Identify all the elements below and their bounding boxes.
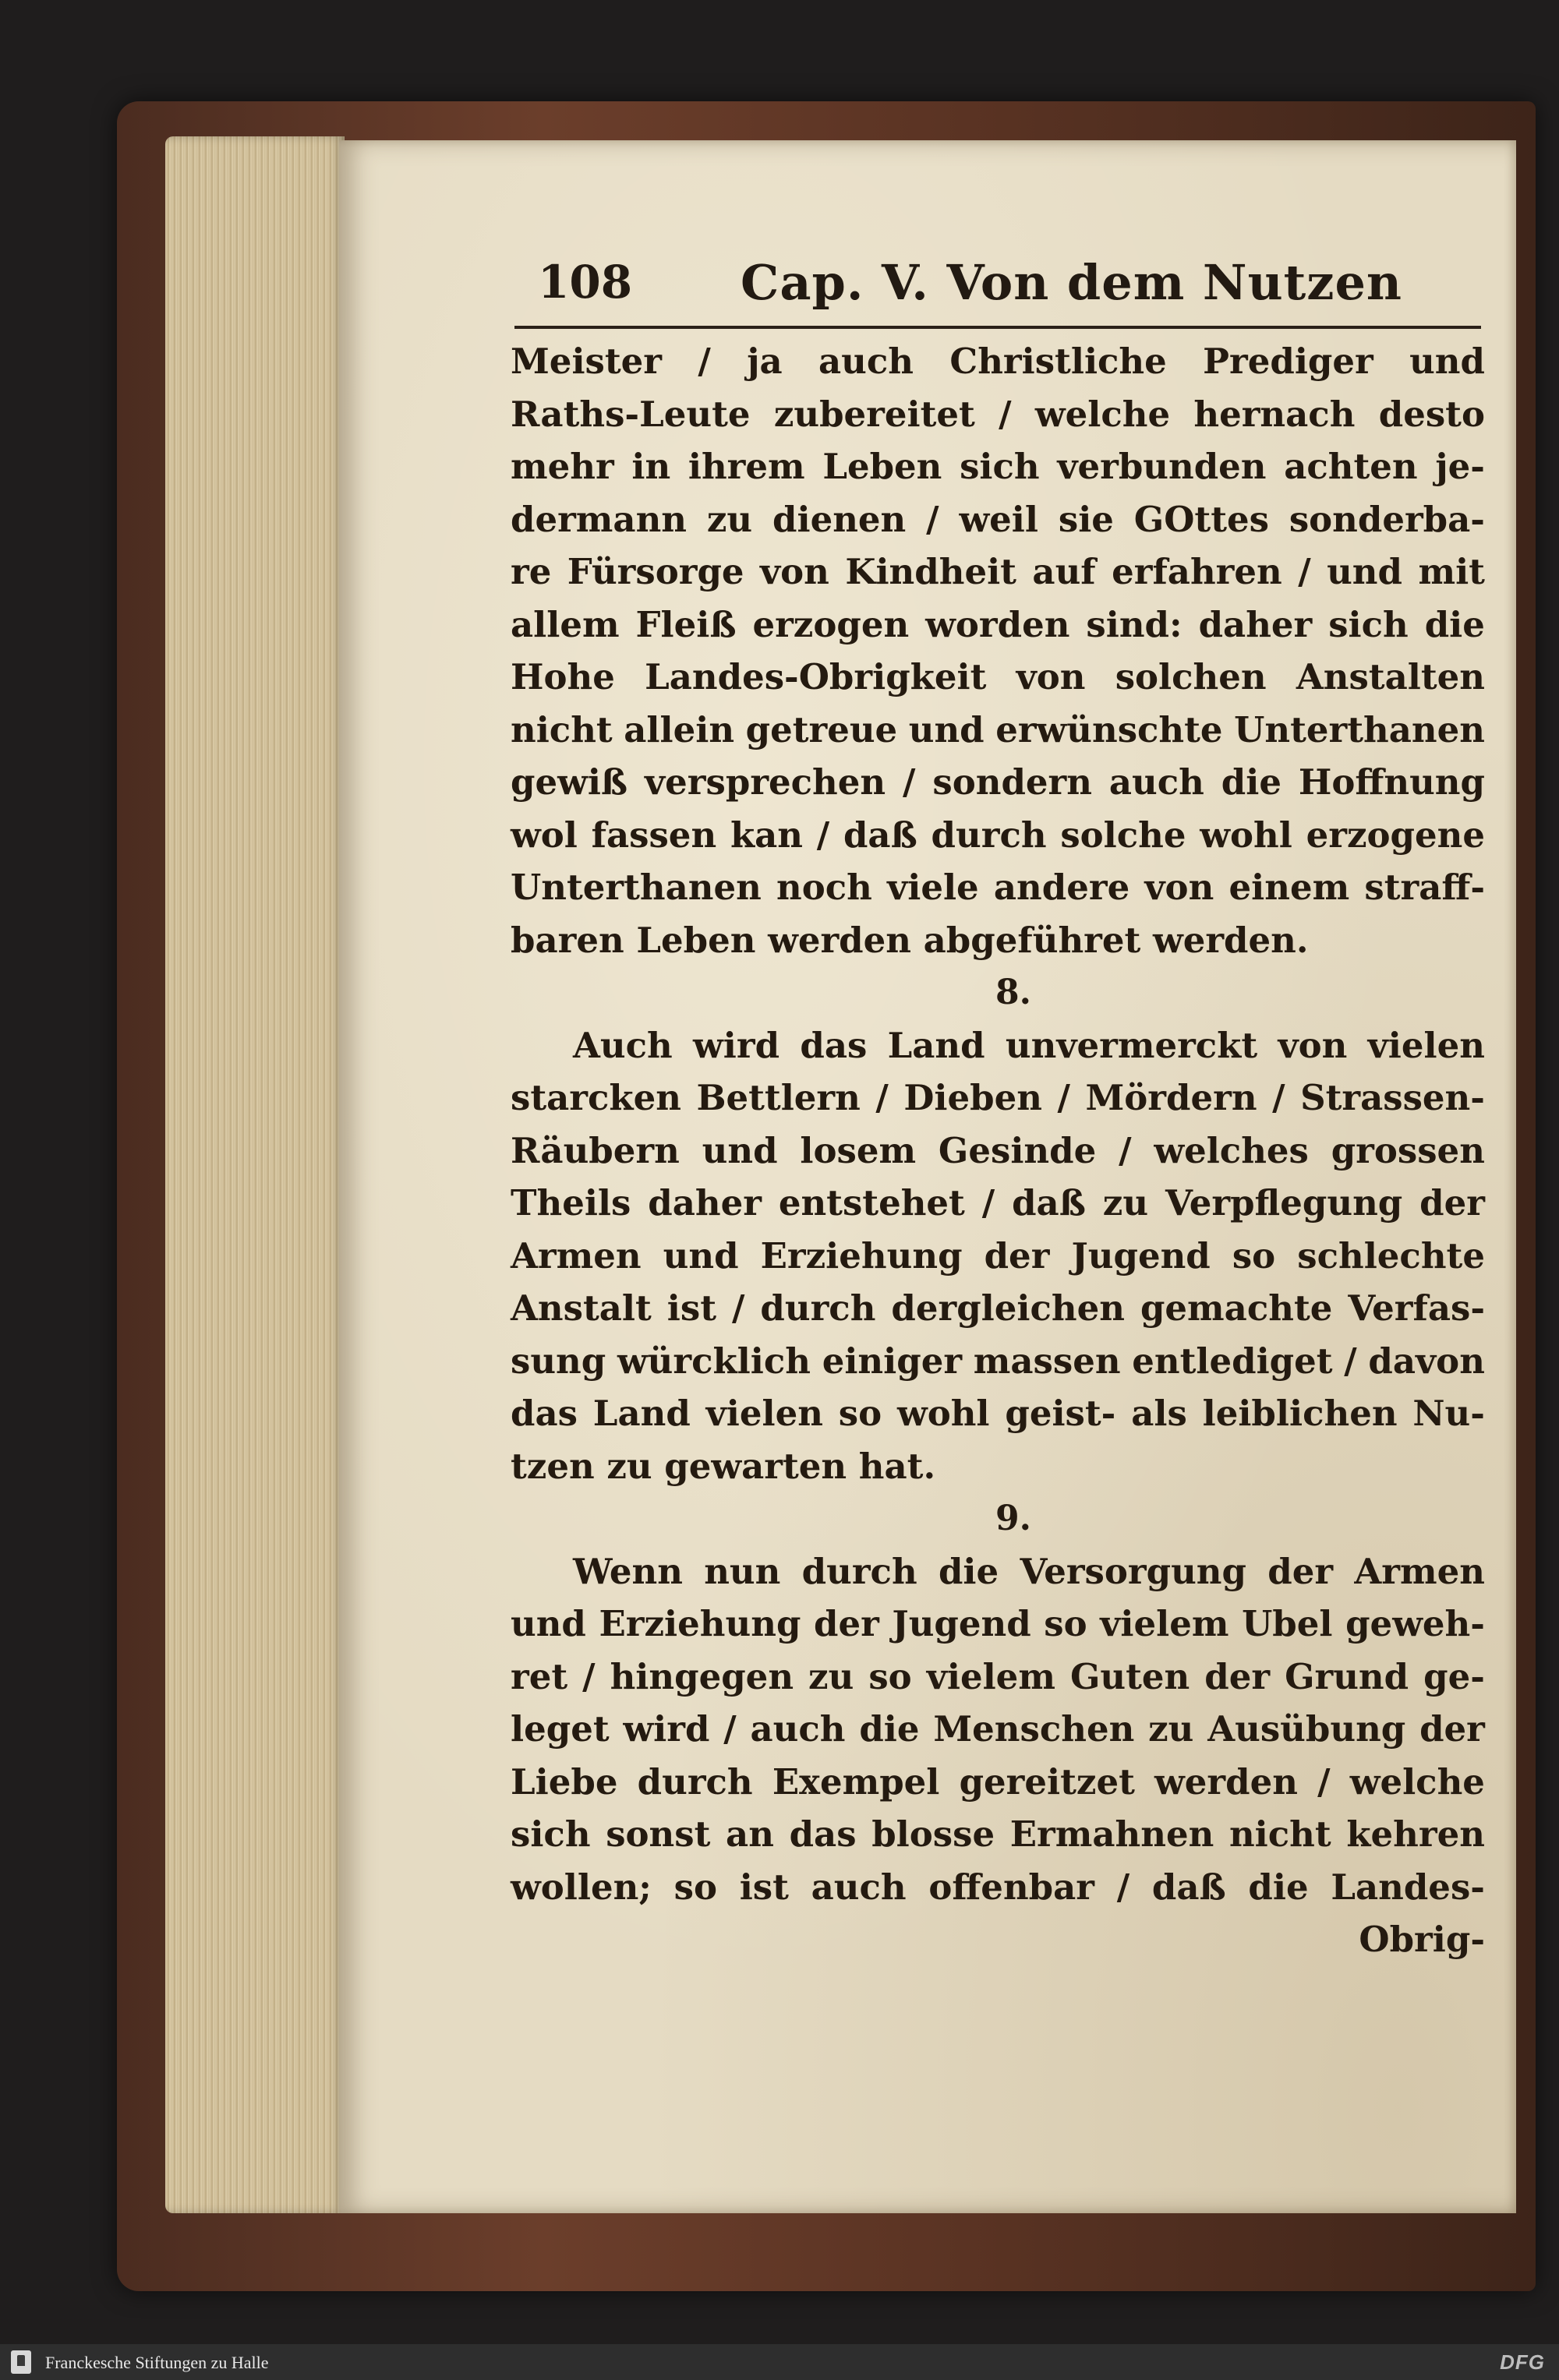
word: von <box>1144 867 1214 908</box>
word: Erziehung <box>760 1234 963 1277</box>
word: re <box>511 551 552 592</box>
word: losem <box>800 1129 917 1171</box>
word: auch <box>1108 761 1204 803</box>
word: Exempel <box>772 1760 940 1803</box>
word: Theils <box>511 1182 631 1224</box>
page-edges <box>165 136 345 2213</box>
word: und <box>1327 551 1402 592</box>
word: massen <box>973 1340 1121 1382</box>
word: / <box>816 814 830 856</box>
word: so <box>1044 1603 1087 1644</box>
text-line <box>511 1282 1485 1335</box>
word: zubereitet <box>773 393 975 435</box>
word: und <box>511 1603 586 1644</box>
word: sich <box>511 1813 591 1855</box>
word: Armen <box>1354 1550 1485 1592</box>
word: wird <box>623 1708 710 1750</box>
word: der <box>1419 1708 1485 1750</box>
word: getreue <box>745 708 898 750</box>
word: Prediger <box>1203 341 1373 382</box>
word: auch <box>818 341 914 382</box>
word: Hohe <box>511 656 615 697</box>
word: Versorgung <box>1020 1550 1246 1592</box>
text-line <box>511 335 1485 388</box>
word: daß <box>1012 1182 1086 1224</box>
word: gemachte <box>1140 1287 1333 1329</box>
catchword: Obrig- <box>1359 1919 1485 1960</box>
text-line <box>511 440 1485 493</box>
text-line <box>511 1230 1485 1283</box>
paragraph-1 <box>511 335 1485 966</box>
word: wol <box>511 814 578 856</box>
word: / <box>926 498 939 540</box>
word: verbunden <box>1057 446 1267 487</box>
word: welche <box>1034 393 1171 435</box>
word: / <box>1057 1077 1070 1118</box>
word: werden <box>1154 1760 1298 1803</box>
word: nun <box>704 1550 781 1592</box>
word: mehr <box>511 446 614 487</box>
word: erzogen <box>752 603 910 645</box>
word: das <box>800 1024 868 1066</box>
text-line <box>511 546 1485 599</box>
word: vielem <box>1100 1603 1229 1644</box>
word: / <box>723 1708 737 1750</box>
word: allem <box>511 603 620 645</box>
word: durch <box>760 1287 876 1329</box>
word: welche <box>1349 1760 1485 1803</box>
word: ja <box>747 341 783 382</box>
word: GOttes <box>1133 498 1269 540</box>
word: Anstalt <box>511 1287 652 1329</box>
word: zu <box>706 498 753 540</box>
word: und <box>908 708 985 750</box>
word: Gesinde <box>938 1129 1097 1171</box>
word: sung <box>511 1340 606 1382</box>
word: Ubel <box>1242 1603 1333 1644</box>
word: Unterthanen <box>511 867 762 908</box>
word: Strassen- <box>1300 1077 1485 1118</box>
word: / <box>1119 1129 1132 1171</box>
word: wird <box>693 1024 780 1066</box>
word: schlechte <box>1297 1234 1485 1277</box>
word: solche <box>1060 814 1186 856</box>
word: Bettlern <box>696 1077 861 1118</box>
text-line <box>511 1177 1485 1230</box>
word: und <box>663 1234 739 1277</box>
word: leiblichen <box>1202 1393 1398 1434</box>
text-line: baren Leben werden abgeführet werden. <box>511 919 1309 961</box>
text-line <box>511 1598 1485 1651</box>
word: daß <box>843 814 917 856</box>
word: Christliche <box>949 341 1167 382</box>
word: / <box>1344 1340 1357 1382</box>
running-head: Cap. V. Von dem Nutzen <box>741 254 1403 311</box>
section-number-9: 9. <box>995 1499 1031 1538</box>
word: so <box>1232 1234 1276 1277</box>
text-line <box>511 756 1485 809</box>
word: geist- <box>1005 1393 1116 1434</box>
word: der <box>984 1234 1050 1277</box>
word: hingegen <box>610 1655 794 1697</box>
word: / <box>1272 1077 1285 1118</box>
text-line <box>511 1072 1485 1125</box>
text-line <box>511 1125 1485 1178</box>
word: Ausübung <box>1207 1708 1406 1750</box>
word: / <box>999 393 1012 435</box>
word: kehren <box>1346 1813 1485 1855</box>
word: / <box>698 341 711 382</box>
text-line <box>511 1335 1485 1388</box>
body-text <box>511 335 1485 1966</box>
word: worden <box>925 603 1070 645</box>
word: zu <box>808 1655 854 1697</box>
word: / <box>1317 1760 1331 1803</box>
word: durch <box>637 1760 753 1803</box>
institution-logo-icon <box>11 2350 31 2374</box>
text-line <box>511 1861 1485 1914</box>
word: versprechen <box>645 761 886 803</box>
word: nicht <box>1228 1813 1331 1855</box>
word: die <box>1221 761 1281 803</box>
word: und <box>1409 341 1485 382</box>
word: daher <box>1198 603 1313 645</box>
text-line <box>511 1387 1485 1440</box>
word: zu <box>1148 1708 1194 1750</box>
word: vielem <box>926 1655 1055 1697</box>
word: so <box>868 1655 912 1697</box>
text-line <box>511 861 1485 914</box>
word: / <box>875 1077 889 1118</box>
word: Fleiß <box>635 603 737 645</box>
word: der <box>1204 1655 1271 1697</box>
word: hernach <box>1193 393 1356 435</box>
word: Nu- <box>1412 1393 1485 1434</box>
word: das <box>511 1393 578 1434</box>
word: Jugend <box>1071 1234 1211 1277</box>
word: vielen <box>1367 1024 1485 1066</box>
word: ist <box>666 1287 716 1329</box>
word: / <box>1298 551 1311 592</box>
word: Hoffnung <box>1298 761 1485 803</box>
word: Landes- <box>1331 1866 1485 1908</box>
word: ist <box>739 1866 789 1908</box>
word: vielen <box>705 1393 823 1434</box>
word: entlediget <box>1132 1340 1333 1382</box>
word: / <box>981 1182 995 1224</box>
word: viele <box>887 867 979 908</box>
word: gewiß <box>511 761 628 803</box>
word: als <box>1131 1393 1187 1434</box>
word: wohl <box>1200 814 1292 856</box>
word: der <box>814 1603 879 1644</box>
word: Auch <box>573 1024 673 1066</box>
word: Jugend <box>892 1603 1031 1644</box>
word: Verfas- <box>1348 1287 1485 1329</box>
word: sind: <box>1086 603 1183 645</box>
word: Land <box>592 1393 691 1434</box>
word: dermann <box>511 498 688 540</box>
word: andere <box>993 867 1130 908</box>
word: welches <box>1154 1129 1309 1171</box>
word: sonst <box>606 1813 711 1855</box>
text-line <box>511 1545 1485 1598</box>
word: wollen; <box>511 1866 652 1908</box>
word: solchen <box>1115 656 1267 697</box>
word: Leben <box>822 446 942 487</box>
word: Wenn <box>573 1550 683 1592</box>
text-line <box>511 704 1485 757</box>
word: / <box>903 761 916 803</box>
header-rule <box>514 326 1481 329</box>
word: Ermahnen <box>1009 1813 1214 1855</box>
word: entstehet <box>778 1182 965 1224</box>
word: von <box>1016 656 1086 697</box>
word: Fürsorge <box>567 551 744 592</box>
word: würcklich <box>617 1340 811 1382</box>
word: die <box>1248 1866 1309 1908</box>
word: Land <box>887 1024 985 1066</box>
word: einiger <box>822 1340 963 1382</box>
text-line <box>511 1808 1485 1861</box>
word: sie <box>1058 498 1114 540</box>
word: je- <box>1435 446 1485 487</box>
word: Räubern <box>511 1129 680 1171</box>
word: mit <box>1418 551 1485 592</box>
word: in <box>631 446 671 487</box>
word: der <box>1267 1550 1334 1592</box>
word: auch <box>750 1708 846 1750</box>
word: ge- <box>1423 1655 1485 1697</box>
word: sich <box>1328 603 1409 645</box>
word: die <box>1424 603 1485 645</box>
word: / <box>582 1655 596 1697</box>
word: die <box>859 1708 920 1750</box>
text-line <box>511 1651 1485 1704</box>
word: achten <box>1284 446 1418 487</box>
page-number: 108 <box>538 256 633 309</box>
word: allein <box>624 708 735 750</box>
word: starcken <box>511 1077 681 1118</box>
word: offenbar <box>928 1866 1094 1908</box>
word: Anstalten <box>1296 656 1485 697</box>
word: erfahren <box>1112 551 1282 592</box>
word: ihrem <box>688 446 805 487</box>
word: weil <box>959 498 1038 540</box>
word: noch <box>776 867 872 908</box>
word: gereitzet <box>959 1760 1135 1803</box>
word: grossen <box>1331 1129 1485 1171</box>
text-line <box>511 809 1485 862</box>
word: Guten <box>1069 1655 1190 1697</box>
word: von <box>1278 1024 1348 1066</box>
word: an <box>726 1813 774 1855</box>
word: Liebe <box>511 1760 618 1803</box>
word: sondern <box>932 761 1092 803</box>
text-line <box>511 651 1485 704</box>
word: auf <box>1032 551 1096 592</box>
word: unvermerckt <box>1005 1024 1258 1066</box>
word: ret <box>511 1655 568 1697</box>
text-line: tzen zu gewarten hat. <box>511 1445 936 1487</box>
word: davon <box>1368 1340 1485 1382</box>
word: Unterthanen <box>1234 708 1485 750</box>
word: daß <box>1151 1866 1226 1908</box>
text-line <box>511 388 1485 441</box>
word: durch <box>931 814 1047 856</box>
word: Verpflegung <box>1165 1182 1403 1224</box>
word: desto <box>1378 393 1485 435</box>
text-line <box>511 1703 1485 1756</box>
text-line <box>511 1019 1485 1072</box>
word: straff- <box>1364 867 1485 908</box>
word: Mördern <box>1085 1077 1257 1118</box>
word: Armen <box>511 1234 642 1277</box>
text-line <box>511 599 1485 651</box>
word: erwünschte <box>995 708 1223 750</box>
word: daher <box>648 1182 762 1224</box>
word: so <box>838 1393 882 1434</box>
word: kan <box>730 814 803 856</box>
word: dienen <box>772 498 907 540</box>
page-header <box>538 248 1481 326</box>
word: geweh- <box>1345 1603 1485 1644</box>
word: Erziehung <box>599 1603 801 1644</box>
word: sonderba- <box>1289 498 1485 540</box>
institution-label: Franckesche Stiftungen zu Halle <box>45 2353 269 2372</box>
word: leget <box>511 1708 610 1750</box>
footer-bar <box>0 2344 1559 2380</box>
word: so <box>673 1866 717 1908</box>
word: das <box>789 1813 857 1855</box>
word: von <box>760 551 829 592</box>
word: Grund <box>1285 1655 1409 1697</box>
word: / <box>731 1287 745 1329</box>
word: dergleichen <box>891 1287 1125 1329</box>
text-line <box>511 1756 1485 1809</box>
word: Kindheit <box>845 551 1016 592</box>
word: / <box>1116 1866 1130 1908</box>
word: auch <box>811 1866 907 1908</box>
section-8 <box>511 1019 1485 1493</box>
word: fassen <box>591 814 717 856</box>
text-line <box>511 493 1485 546</box>
word: und <box>702 1129 778 1171</box>
word: die <box>938 1550 999 1592</box>
word: zu <box>1102 1182 1149 1224</box>
section-number-8: 8. <box>995 973 1031 1012</box>
dfg-logo: DFG <box>1500 2350 1545 2374</box>
word: einem <box>1228 867 1350 908</box>
word: durch <box>801 1550 917 1592</box>
word: Landes-Obrigkeit <box>645 656 987 697</box>
word: Meister <box>511 341 662 382</box>
word: sich <box>960 446 1040 487</box>
word: blosse <box>871 1813 995 1855</box>
word: erzogene <box>1306 814 1485 856</box>
word: Menschen <box>933 1708 1135 1750</box>
word: wohl <box>896 1393 990 1434</box>
section-9 <box>511 1545 1485 1914</box>
word: der <box>1419 1182 1485 1224</box>
word: Dieben <box>903 1077 1042 1118</box>
word: Raths-Leute <box>511 393 751 435</box>
word: nicht <box>511 708 613 750</box>
